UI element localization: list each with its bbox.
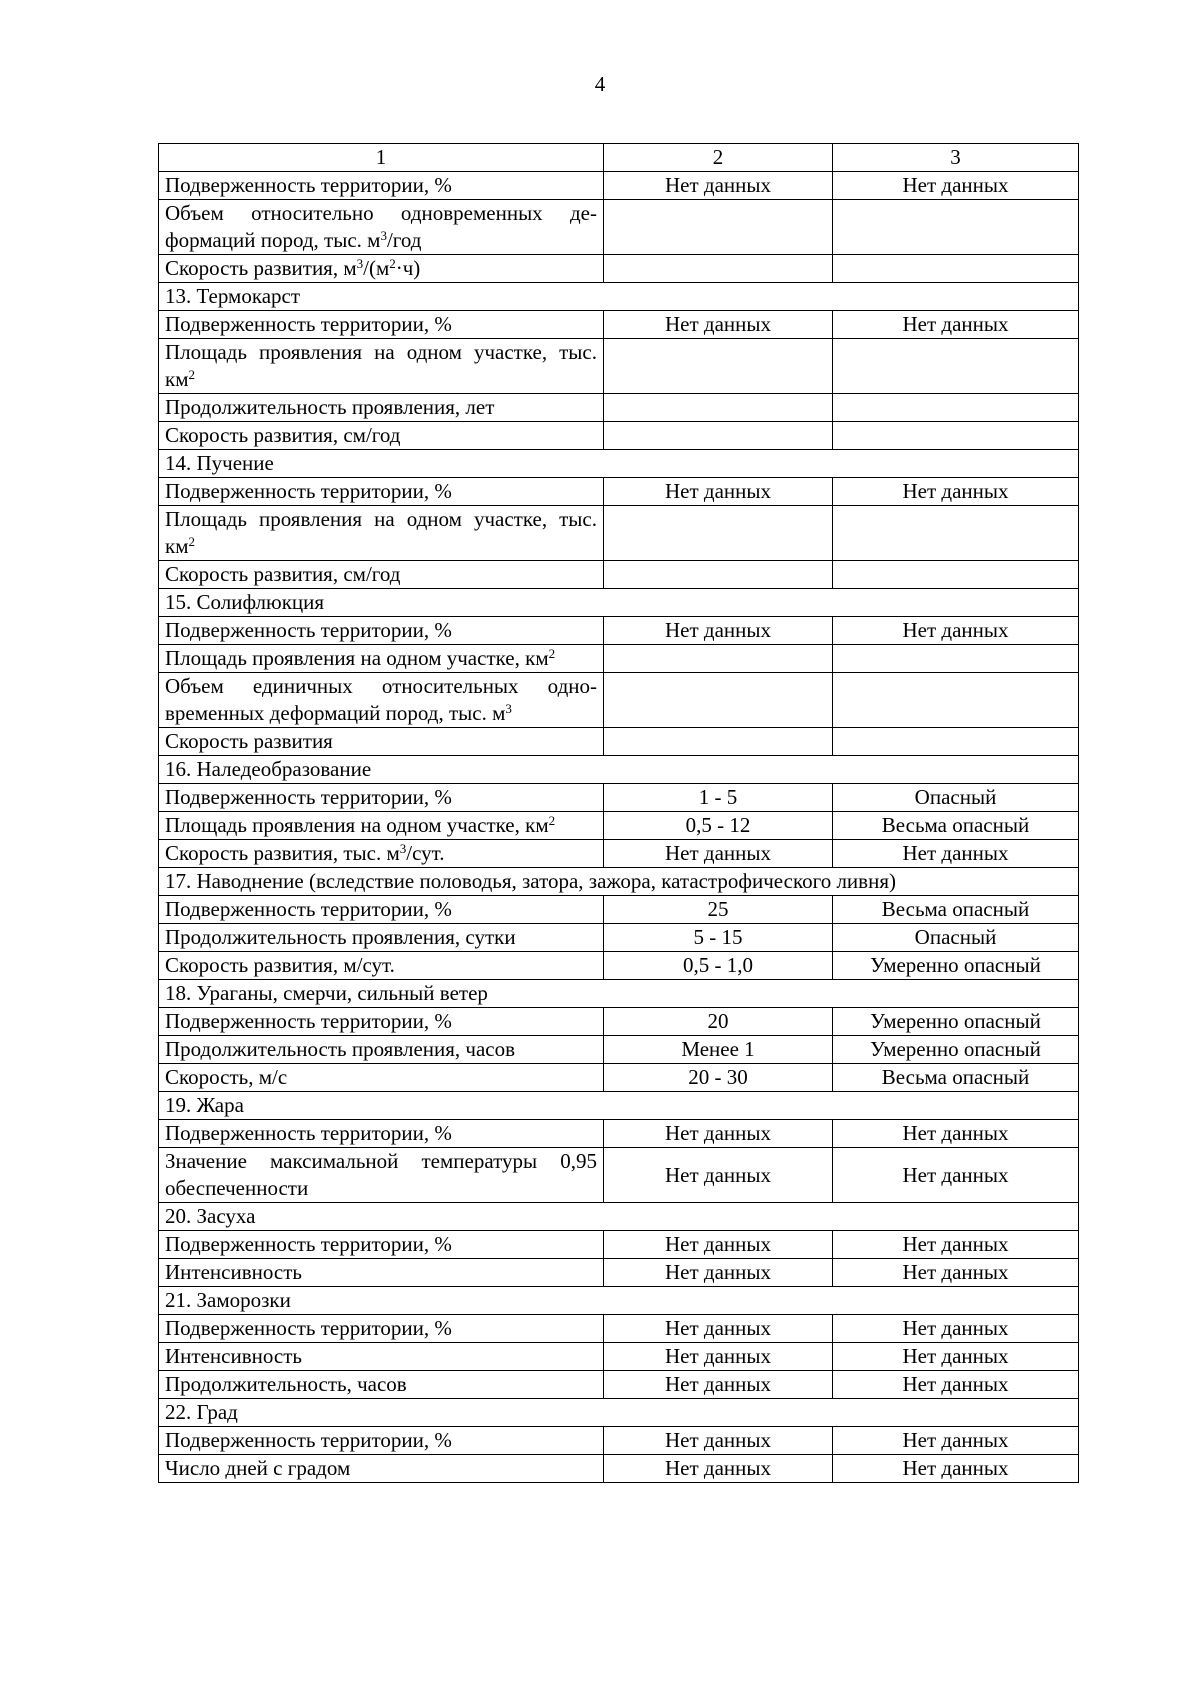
category-cell: Нет данных [833, 1427, 1079, 1455]
category-cell [833, 673, 1079, 728]
parameter-cell: Площадь проявления на одном участке, тыс. $км^2$ [159, 339, 604, 394]
category-cell [833, 394, 1079, 422]
category-cell: Умеренно опасный [833, 952, 1079, 980]
parameter-cell: Скорость развития, м/сут. [159, 952, 604, 980]
value-cell: Нет данных [604, 1231, 833, 1259]
value-cell [604, 506, 833, 561]
category-cell: Нет данных [833, 1343, 1079, 1371]
parameter-cell: Подверженность территории, % [159, 311, 604, 339]
table-row [159, 394, 1079, 422]
parameter-cell: Площадь проявления на одном участке, $км^2$ [159, 645, 604, 673]
parameter-cell: Значение максимальной температуры 0,95 обеспеченности [159, 1148, 604, 1203]
value-cell: Нет данных [604, 1455, 833, 1483]
parameter-cell: Подверженность территории, % [159, 172, 604, 200]
value-cell: 0,5 - 12 [604, 812, 833, 840]
value-cell [604, 422, 833, 450]
value-cell: Нет данных [604, 1259, 833, 1287]
table-row [159, 840, 1079, 868]
section-row [159, 868, 1079, 896]
table-row [159, 1008, 1079, 1036]
table-row [159, 506, 1079, 561]
section-title: 18. Ураганы, смерчи, сильный ветер [159, 980, 1079, 1008]
parameter-cell: Площадь проявления на одном участке, $км^2$ [159, 812, 604, 840]
parameter-cell: Подверженность территории, % [159, 1008, 604, 1036]
value-cell: Нет данных [604, 840, 833, 868]
table-row [159, 1120, 1079, 1148]
header-cell-1: 1 [159, 144, 604, 172]
table-row [159, 1343, 1079, 1371]
category-cell: Нет данных [833, 1148, 1079, 1203]
table-row [159, 784, 1079, 812]
section-row [159, 589, 1079, 617]
category-cell: Опасный [833, 924, 1079, 952]
hazard-table [158, 143, 1079, 1483]
parameter-cell: Число дней с градом [159, 1455, 604, 1483]
parameter-cell: Продолжительность проявления, лет [159, 394, 604, 422]
value-cell: Нет данных [604, 1343, 833, 1371]
table-body [159, 144, 1079, 1483]
value-cell: 5 - 15 [604, 924, 833, 952]
page-number: 4 [594, 72, 606, 96]
section-title: 20. Засуха [159, 1203, 1079, 1231]
parameter-cell: Подверженность территории, % [159, 1120, 604, 1148]
table-row [159, 1064, 1079, 1092]
value-cell: 0,5 - 1,0 [604, 952, 833, 980]
category-cell: Нет данных [833, 1231, 1079, 1259]
table-header-row [159, 144, 1079, 172]
category-cell: Весьма опасный [833, 896, 1079, 924]
value-cell: 25 [604, 896, 833, 924]
section-row [159, 756, 1079, 784]
value-cell: 20 [604, 1008, 833, 1036]
category-cell: Нет данных [833, 1315, 1079, 1343]
value-cell: Нет данных [604, 172, 833, 200]
value-cell [604, 645, 833, 673]
parameter-cell: Скорость развития [159, 728, 604, 756]
section-row [159, 1203, 1079, 1231]
section-title: 19. Жара [159, 1092, 1079, 1120]
category-cell: Нет данных [833, 478, 1079, 506]
category-cell: Нет данных [833, 617, 1079, 645]
category-cell [833, 200, 1079, 255]
table-row [159, 1036, 1079, 1064]
category-cell: Нет данных [833, 311, 1079, 339]
parameter-cell: Скорость, м/с [159, 1064, 604, 1092]
table-row [159, 1427, 1079, 1455]
section-row [159, 450, 1079, 478]
table-row [159, 478, 1079, 506]
value-cell [604, 728, 833, 756]
table-row [159, 728, 1079, 756]
value-cell: Нет данных [604, 1148, 833, 1203]
category-cell: Умеренно опасный [833, 1008, 1079, 1036]
table-row [159, 1315, 1079, 1343]
value-cell: Нет данных [604, 311, 833, 339]
section-title: 15. Солифлюкция [159, 589, 1079, 617]
category-cell: Нет данных [833, 172, 1079, 200]
section-title: 14. Пучение [159, 450, 1079, 478]
parameter-cell: Подверженность территории, % [159, 1315, 604, 1343]
section-title: 21. Заморозки [159, 1287, 1079, 1315]
table-row [159, 812, 1079, 840]
header-cell-3: 3 [833, 144, 1079, 172]
parameter-cell: Подверженность территории, % [159, 1231, 604, 1259]
value-cell: Нет данных [604, 1120, 833, 1148]
table-row [159, 896, 1079, 924]
value-cell: Нет данных [604, 478, 833, 506]
value-cell [604, 255, 833, 283]
parameter-cell: Подверженность территории, % [159, 617, 604, 645]
table-row [159, 1259, 1079, 1287]
category-cell [833, 728, 1079, 756]
parameter-cell: Скорость развития, см/год [159, 561, 604, 589]
category-cell: Весьма опасный [833, 812, 1079, 840]
value-cell: 20 - 30 [604, 1064, 833, 1092]
section-title: 13. Термокарст [159, 283, 1079, 311]
parameter-cell: Продолжительность проявления, сутки [159, 924, 604, 952]
value-cell: Нет данных [604, 1427, 833, 1455]
section-row [159, 1287, 1079, 1315]
parameter-cell: Объем единичных относительных одно-временных деформаций пород, тыс. $м^3$ [159, 673, 604, 728]
parameter-cell: Площадь проявления на одном участке, тыс. $км^2$ [159, 506, 604, 561]
section-row [159, 283, 1079, 311]
parameter-cell: Продолжительность проявления, часов [159, 1036, 604, 1064]
category-cell [833, 422, 1079, 450]
value-cell [604, 561, 833, 589]
table-row [159, 561, 1079, 589]
section-title: 16. Наледеобразование [159, 756, 1079, 784]
category-cell [833, 561, 1079, 589]
table-row [159, 952, 1079, 980]
table-row [159, 172, 1079, 200]
table-row [159, 924, 1079, 952]
table-row [159, 1231, 1079, 1259]
category-cell: Нет данных [833, 1371, 1079, 1399]
category-cell [833, 645, 1079, 673]
section-row [159, 1399, 1079, 1427]
table-row [159, 422, 1079, 450]
section-row [159, 980, 1079, 1008]
value-cell: Нет данных [604, 1315, 833, 1343]
value-cell [604, 339, 833, 394]
table-row [159, 255, 1079, 283]
parameter-cell: Подверженность территории, % [159, 896, 604, 924]
category-cell: Опасный [833, 784, 1079, 812]
table-row [159, 1455, 1079, 1483]
value-cell [604, 673, 833, 728]
category-cell: Нет данных [833, 840, 1079, 868]
category-cell: Нет данных [833, 1455, 1079, 1483]
value-cell: Нет данных [604, 1371, 833, 1399]
table-row [159, 645, 1079, 673]
table-row [159, 1148, 1079, 1203]
parameter-cell: Подверженность территории, % [159, 478, 604, 506]
value-cell: Менее 1 [604, 1036, 833, 1064]
table-row [159, 339, 1079, 394]
parameter-cell: Объем относительно одновременных де-формаций пород, тыс. $м^3$/год [159, 200, 604, 255]
category-cell: Весьма опасный [833, 1064, 1079, 1092]
table-row [159, 1371, 1079, 1399]
category-cell [833, 339, 1079, 394]
category-cell [833, 255, 1079, 283]
value-cell: Нет данных [604, 617, 833, 645]
section-row [159, 1092, 1079, 1120]
parameter-cell: Интенсивность [159, 1259, 604, 1287]
table-row [159, 617, 1079, 645]
table-row [159, 200, 1079, 255]
parameter-cell: Подверженность территории, % [159, 784, 604, 812]
parameter-cell: Скорость развития, тыс. $м^3$/сут. [159, 840, 604, 868]
category-cell: Умеренно опасный [833, 1036, 1079, 1064]
value-cell [604, 200, 833, 255]
parameter-cell: Скорость развития, см/год [159, 422, 604, 450]
section-title: 22. Град [159, 1399, 1079, 1427]
category-cell [833, 506, 1079, 561]
table-row [159, 673, 1079, 728]
parameter-cell: Скорость развития, $м^3/(м^2\cdot ч)$ [159, 255, 604, 283]
value-cell [604, 394, 833, 422]
parameter-cell: Подверженность территории, % [159, 1427, 604, 1455]
category-cell: Нет данных [833, 1120, 1079, 1148]
section-title: 17. Наводнение (вследствие половодья, затора, зажора, катастрофического ливня) [159, 868, 1079, 896]
value-cell: 1 - 5 [604, 784, 833, 812]
parameter-cell: Интенсивность [159, 1343, 604, 1371]
category-cell: Нет данных [833, 1259, 1079, 1287]
parameter-cell: Продолжительность, часов [159, 1371, 604, 1399]
table-row [159, 311, 1079, 339]
header-cell-2: 2 [604, 144, 833, 172]
